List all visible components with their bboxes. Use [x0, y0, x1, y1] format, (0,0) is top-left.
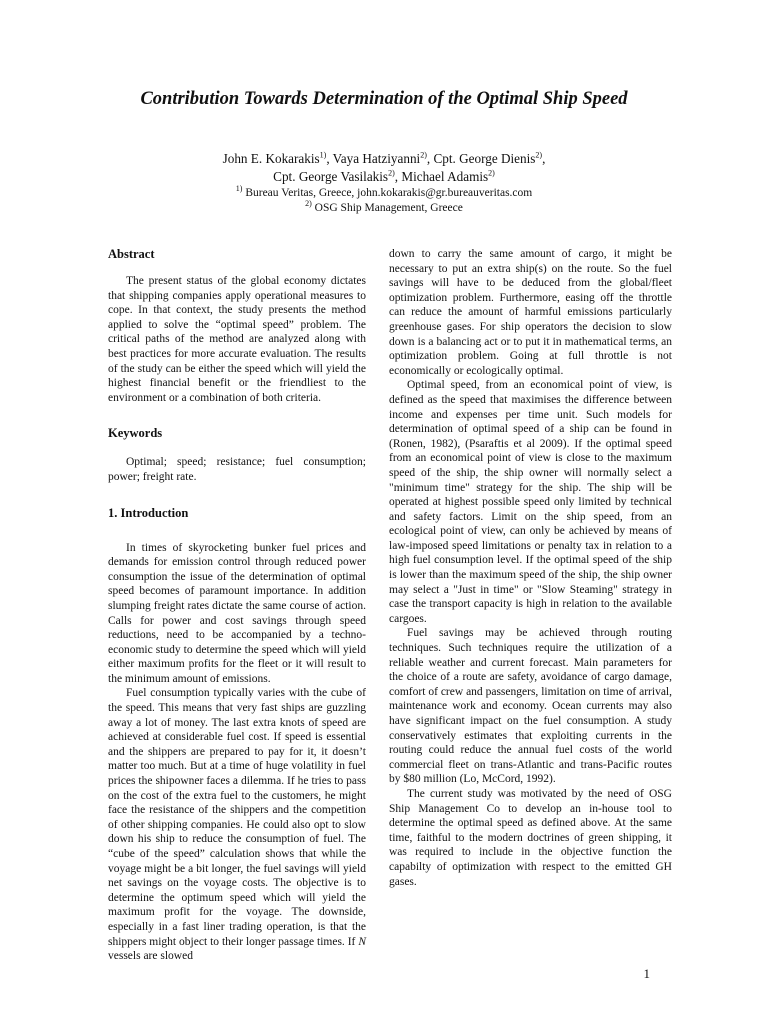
affiliation-marker: 2) — [420, 150, 427, 160]
affiliation-marker: 2) — [305, 199, 312, 209]
affiliation-2-text: OSG Ship Management, Greece — [311, 202, 463, 214]
author-line-1 — [90, 150, 678, 168]
keywords-text: Optimal; speed; resistance; fuel consumption; power; freight rate. — [108, 456, 366, 483]
author-adamis: , Michael Adamis — [394, 169, 489, 184]
keywords-heading: Keywords — [108, 426, 163, 441]
intro-paragraph-1: In times of skyrocketing bunker fuel prices and demands for emission control through reduced power consumption the issue of the determination of optimal speed becomes of paramount importance. In addition slumping freight rates dictate the same course of action. Calls for power and cost savings through speed reductions, need to be accompanied by a techno-economic study to determine the speed which will yield either maximum profits for the fleet or it will result to the minimum amount of emissions. — [108, 541, 366, 685]
intro-paragraph-4: Optimal speed, from an economical point of view, is defined as the speed that maximises the difference between income and expenses per time unit. Such models for determination of optimal speed of a ship can be found in (Ronen, 1982), (Psaraftis et al 2009). If the optimal speed from an economical point of view is close to the maximum speed of the ship, the ship owner will normally select a "minimum time" strategy for the ship. The ship will be operated at highest possible speed only limited by technical and safety factors. Limit on the ship speed, from an ecological point of view, can only be achieved by means of law-imposed speed limitations or penalty tax in relation to a high fuel consumption level. If the optimal speed of the ship is lower than the maximum speed of the ship, the ship owner may select a "Just in time" or "Slow Steaming" strategy in case the transport capacity is high in relation to the available cargoes. — [389, 379, 672, 625]
author-separator: , — [542, 151, 546, 166]
affiliation-marker: 2) — [388, 168, 395, 178]
affiliation-marker: 1) — [235, 184, 243, 194]
affiliation-marker: 2) — [535, 150, 543, 160]
page-number: 1 — [643, 966, 650, 981]
author-line-2 — [90, 168, 678, 186]
paper-title: Contribution Towards Determination of the Optimal Ship Speed — [140, 89, 628, 109]
affiliation-1-text: Bureau Veritas, Greece, john.kokarakis@gr.bureauveritas.com — [242, 187, 533, 199]
right-column — [389, 247, 672, 889]
affiliation-1 — [90, 186, 678, 201]
author-vasilakis: Cpt. George Vasilakis — [273, 169, 389, 184]
introduction-heading: 1. Introduction — [108, 505, 189, 520]
affiliation-marker: 2) — [488, 168, 495, 178]
author-block — [90, 150, 678, 216]
intro-paragraph-6: The current study was motivated by the need of OSG Ship Management Co to develop an in-house tool to determine the optimal speed as defined above. At the same time, faithful to the modern doctrines of green shipping, it was required to include in the objective function the capabilty of optimization with respect to the emitted GH gases. — [389, 787, 672, 888]
intro-paragraph-3: down to carry the same amount of cargo, it might be necessary to put an extra ship(s) on the route. So the fuel savings will have to be deduced from the global/fleet optimization problem. Furthermore, easing off the throttle can reduce the amount of harmful emissions particularly greenhouse gases. For ship operators the decision to slow down is a balancing act or to put it in mathematical terms, an optimization problem. Going at full throttle is not economically or ecologically optimal. — [389, 248, 672, 377]
author-kokarakis: John E. Kokarakis — [222, 151, 320, 166]
left-column — [108, 246, 366, 964]
abstract-heading: Abstract — [108, 247, 155, 261]
abstract-text: The present status of the global economy dictates that shipping companies apply operational measures to cope. In that context, the study presents the method applied to solve the “optimal speed” problem. The critical paths of the method are analyzed along with best practices for more accurate evaluation. The results of the study can be either the speed which will yield the highest financial benefit or the friendliest to the environment or a combination of both criteria. — [108, 275, 366, 404]
author-hatziyanni: , Vaya Hatziyanni — [326, 151, 421, 166]
affiliation-marker: 1) — [319, 150, 327, 160]
intro-paragraph-5: Fuel savings may be achieved through routing techniques. Such techniques require the utilization of a reliable weather and current forecast. Main parameters for the choice of a route are safety, avoidance of cargo damage, comfort of crew and passengers, limitation on time of arrival, maintenance work and economy. Ocean currents may also have significant impact on the fuel consumption. A study conservatively estimates that exploiting currents in the routing could reduce the annual fuel costs of the world commercial fleet on trans-Atlantic and trans-Pacific routes by $80 million (Lo, McCord, 1992). — [389, 627, 672, 786]
affiliation-2 — [90, 201, 678, 216]
variable-n: N — [358, 935, 366, 948]
intro-paragraph-2: Fuel consumption typically varies with the cube of the speed. This means that very fast ships are guzzling away a lot of money. The last extra knots of speed are achieved at considerable fuel cost. If speed is essential and the shippers are prepared to pay for it, it doesn’t matter too much. But at a time of huge volatility in fuel prices the shipowner faces a dilemma. If he tries to pass on the cost of the extra fuel to the customers, he might face the resistance of the shippers and the competition of other shipping companies. He could also opt to slow down his ship to reduce the consumption of fuel. The “cube of the speed” calculation shows that while the voyage might be a bit longer, the fuel savings will yield net savings on the voyage costs. The objective is to determine the optimum speed which will yield the maximum profit for the voyage. The downside, especially in a fast liner trading operation, is that the shippers might object to their longer passage times. If N vessels are slowed — [108, 687, 366, 963]
author-dienis: , Cpt. George Dienis — [426, 151, 536, 166]
